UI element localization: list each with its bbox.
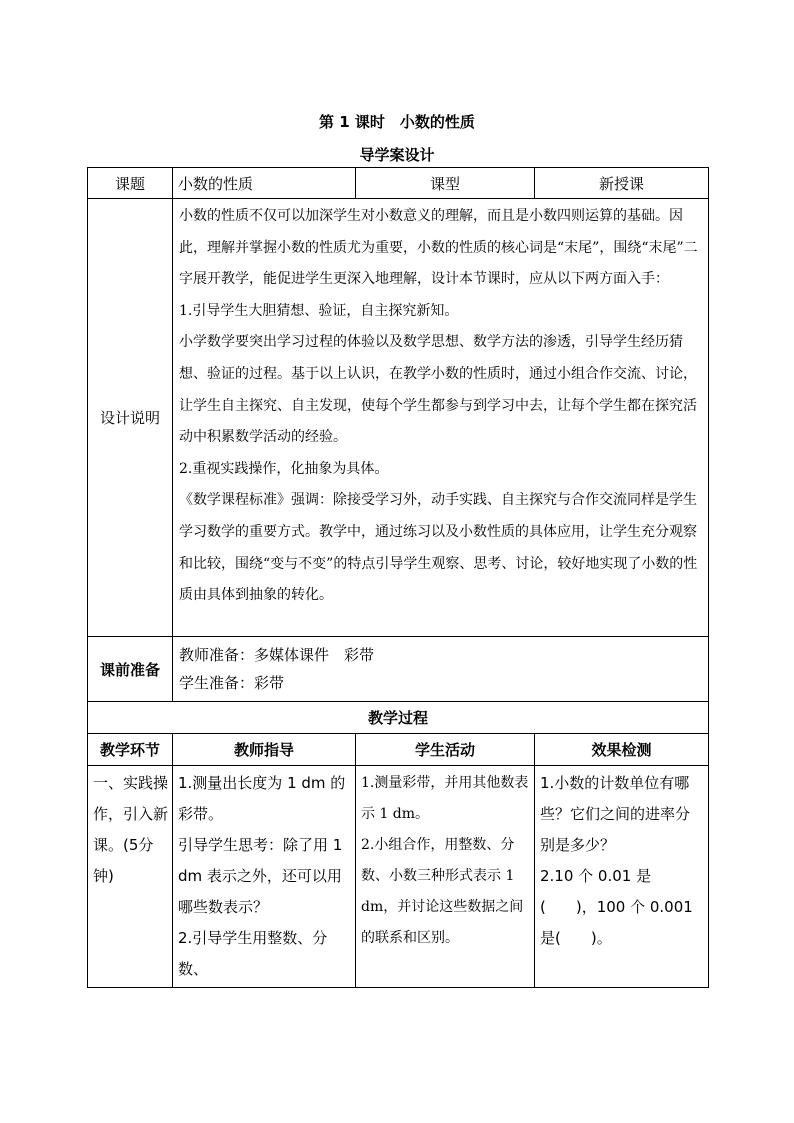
lesson-title: 第 1 课时 小数的性质 — [319, 113, 475, 131]
prep-content — [173, 637, 709, 702]
stage-cell: 一、实践操作，引入新课。(5分钟) — [88, 766, 173, 988]
design-point-2: 2.重视实践操作，化抽象为具体。 — [179, 460, 389, 477]
subtitle: 导学案设计 — [359, 146, 435, 164]
design-paragraph: 《数学课程标准》强调：除接受学习外，动手实践、自主探究与合作交流同样是学生学习数学的重要方式。教学中，通过练习以及小数性质的具体应用，让学生充分观察和比较，围绕“变与不变”的特点引导学生观察、思考、讨论，较好地实现了小数的性质由具体到抽象的转化。 — [179, 492, 698, 604]
effect-check-cell — [535, 766, 709, 988]
topic-value: 小数的性质 — [173, 168, 356, 199]
column-header-check: 效果检测 — [535, 734, 709, 766]
step1-row — [88, 766, 709, 988]
column-header-row — [88, 734, 709, 766]
prep-label: 课前准备 — [88, 637, 173, 702]
design-row — [88, 199, 709, 637]
design-point-1: 1.引导学生大胆猜想、验证，自主探究新知。 — [179, 302, 459, 319]
column-header-teacher: 教师指导 — [173, 734, 356, 766]
student-activity-cell — [356, 766, 535, 988]
design-content — [173, 199, 709, 637]
design-paragraph: 小学数学要突出学习过程的体验以及数学思想、数学方法的渗透，引导学生经历猜想、验证的过程。基于以上认识，在教学小数的性质时，通过小组合作交流、讨论，让学生自主探究、自主发现，使每个学生都参与到学习中去，让每个学生都在探究活动中积累数学活动的经验。 — [179, 334, 697, 446]
type-value: 新授课 — [535, 168, 709, 199]
prep-row — [88, 637, 709, 702]
design-label: 设计说明 — [88, 199, 173, 637]
process-header-row — [88, 702, 709, 734]
teacher-prep: 教师准备：多媒体课件 彩带 — [179, 646, 375, 664]
teacher-line: 1.测量出长度为 1 dm 的彩带。 — [178, 774, 346, 823]
process-header: 教学过程 — [88, 702, 709, 734]
column-header-stage: 教学环节 — [88, 734, 173, 766]
design-paragraph: 小数的性质不仅可以加深学生对小数意义的理解，而且是小数四则运算的基础。因此，理解并掌握小数的性质尤为重要，小数的性质的核心词是“末尾”，围绕“末尾”二字展开教学，能促进学生更深入地理解，设计本节课时，应从以下两方面入手： — [179, 208, 698, 288]
lesson-table-wrapper — [87, 167, 709, 988]
check-line: 2.10 个 0.01 是( )，100 个 0.001 是( )。 — [540, 867, 693, 947]
teacher-line: 2.引导学生用整数、分数、 — [178, 929, 328, 978]
check-line: 1.小数的计数单位有哪些？它们之间的进率分别是多少？ — [540, 774, 691, 854]
student-prep: 学生准备：彩带 — [179, 674, 285, 692]
type-label: 课型 — [356, 168, 535, 199]
student-line: 1.测量彩带，并用其他数表示 1 dm。 — [361, 775, 529, 822]
column-header-student: 学生活动 — [356, 734, 535, 766]
teacher-line: 引导学生思考：除了用 1 dm 表示之外，还可以用哪些数表示？ — [178, 836, 343, 916]
topic-label: 课题 — [88, 168, 173, 199]
teacher-guidance-cell — [173, 766, 356, 988]
topic-row — [88, 168, 709, 199]
student-line: 2.小组合作，用整数、分数、小数三种形式表示 1 dm，并讨论这些数据之间的联系和区别。 — [361, 837, 524, 946]
lesson-table — [87, 167, 709, 988]
